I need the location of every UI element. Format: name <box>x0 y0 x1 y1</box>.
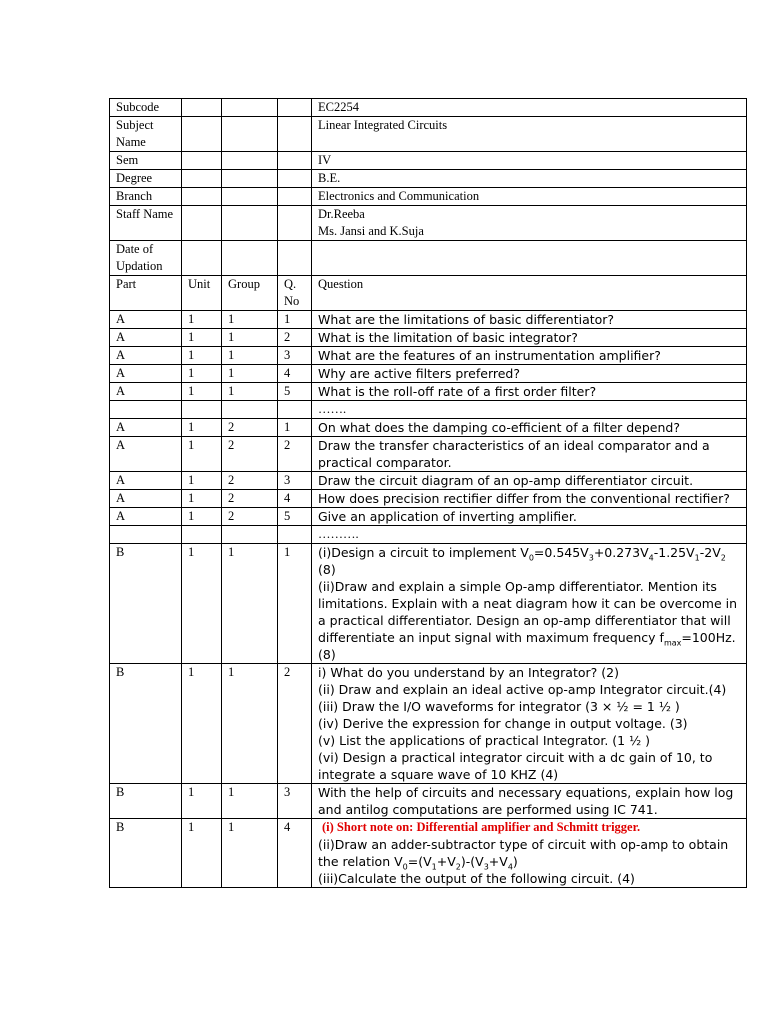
cell-unit: 1 <box>182 329 222 347</box>
cell-unit: 1 <box>182 365 222 383</box>
sub-question: i) What do you understand by an Integrator? (2) <box>318 665 619 680</box>
header-part: Part <box>110 276 182 311</box>
meta-value: EC2254 <box>312 99 747 117</box>
cell-qno: 4 <box>278 365 312 383</box>
spacer-row <box>110 526 747 544</box>
header-unit: Unit <box>182 276 222 311</box>
table-row <box>110 664 747 784</box>
cell-unit: 1 <box>182 472 222 490</box>
cell-unit: 1 <box>182 490 222 508</box>
cell-unit: 1 <box>182 419 222 437</box>
sub-question: (iv) Derive the expression for change in output voltage. (3) <box>318 716 688 731</box>
cell-unit: 1 <box>182 437 222 472</box>
cell-question: What are the features of an instrumentation amplifier? <box>312 347 747 365</box>
question-part-ii: (ii)Draw an adder-subtractor type of circuit with op-amp to obtain the relation $V_0=(V_1+V_2)-(V_3+V_4)$ <box>318 837 729 872</box>
cell-group: 2 <box>222 437 278 472</box>
cell-group: 2 <box>222 472 278 490</box>
cell-part: A <box>110 383 182 401</box>
cell-question: Draw the transfer characteristics of an ideal comparator and a practical comparator. <box>312 437 747 472</box>
meta-row-date <box>110 241 747 276</box>
spacer-row <box>110 401 747 419</box>
cell-part: B <box>110 664 182 784</box>
table-row <box>110 383 747 401</box>
meta-value <box>312 206 747 241</box>
meta-label: Date of Updation <box>110 241 182 276</box>
table-row <box>110 472 747 490</box>
cell-unit: 1 <box>182 784 222 819</box>
header-group: Group <box>222 276 278 311</box>
meta-value <box>312 241 747 276</box>
cell-qno: 4 <box>278 490 312 508</box>
cell-part: B <box>110 544 182 664</box>
table-row <box>110 365 747 383</box>
meta-label: Sem <box>110 152 182 170</box>
question-part-iii: (iii)Calculate the output of the following circuit. (4) <box>318 871 635 886</box>
cell-group: 2 <box>222 419 278 437</box>
cell-group: 1 <box>222 329 278 347</box>
cell-group: 1 <box>222 664 278 784</box>
table-row <box>110 508 747 526</box>
sub-question: (iii) Draw the I/O waveforms for integrator (3 × ½ = 1 ½ ) <box>318 699 680 714</box>
table-row <box>110 311 747 329</box>
cell-qno: 2 <box>278 329 312 347</box>
cell-question <box>312 819 747 888</box>
table-row <box>110 544 747 664</box>
meta-value: B.E. <box>312 170 747 188</box>
staff-line: Dr.Reeba <box>318 207 365 221</box>
sub-question: (v) List the applications of practical Integrator. (1 ½ ) <box>318 733 651 748</box>
cell-unit: 1 <box>182 664 222 784</box>
cell-unit: 1 <box>182 544 222 664</box>
table-row <box>110 419 747 437</box>
cell-group: 1 <box>222 383 278 401</box>
cell-question: On what does the damping co-efficient of a filter depend? <box>312 419 747 437</box>
cell-qno: 3 <box>278 347 312 365</box>
meta-value: IV <box>312 152 747 170</box>
cell-part: A <box>110 437 182 472</box>
cell-question <box>312 664 747 784</box>
cell-group: 1 <box>222 365 278 383</box>
meta-label: Branch <box>110 188 182 206</box>
cell-question <box>312 544 747 664</box>
cell-qno: 5 <box>278 383 312 401</box>
meta-row-subject <box>110 117 747 152</box>
cell-question: With the help of circuits and necessary equations, explain how log and antilog computations are performed using IC 741. <box>312 784 747 819</box>
cell-question: What is the limitation of basic integrator? <box>312 329 747 347</box>
meta-label: Degree <box>110 170 182 188</box>
highlighted-question: (i) Short note on: Differential amplifier and Schmitt trigger. <box>322 820 641 834</box>
cell-part: B <box>110 784 182 819</box>
cell-unit: 1 <box>182 819 222 888</box>
cell-group: 2 <box>222 508 278 526</box>
table-row <box>110 490 747 508</box>
meta-row-subcode <box>110 99 747 117</box>
table-row <box>110 819 747 888</box>
cell-group: 1 <box>222 784 278 819</box>
table-row <box>110 347 747 365</box>
cell-qno: 1 <box>278 544 312 664</box>
cell-group: 1 <box>222 311 278 329</box>
table-row <box>110 784 747 819</box>
question-bank-table <box>109 98 747 888</box>
ellipsis: ………. <box>312 526 747 544</box>
cell-part: A <box>110 365 182 383</box>
meta-value: Linear Integrated Circuits <box>312 117 747 152</box>
header-qno: Q. No <box>278 276 312 311</box>
header-row <box>110 276 747 311</box>
cell-unit: 1 <box>182 311 222 329</box>
cell-qno: 5 <box>278 508 312 526</box>
staff-line: Ms. Jansi and K.Suja <box>318 224 424 238</box>
cell-question: Why are active filters preferred? <box>312 365 747 383</box>
meta-row-staff <box>110 206 747 241</box>
cell-part: A <box>110 490 182 508</box>
cell-part: A <box>110 329 182 347</box>
table-row <box>110 329 747 347</box>
meta-label: Subject Name <box>110 117 182 152</box>
cell-question: What is the roll-off rate of a first order filter? <box>312 383 747 401</box>
meta-label: Staff Name <box>110 206 182 241</box>
cell-unit: 1 <box>182 347 222 365</box>
cell-qno: 2 <box>278 437 312 472</box>
cell-question: Give an application of inverting amplifier. <box>312 508 747 526</box>
cell-group: 1 <box>222 347 278 365</box>
cell-group: 2 <box>222 490 278 508</box>
cell-question: How does precision rectifier differ from the conventional rectifier? <box>312 490 747 508</box>
sub-question: (vi) Design a practical integrator circuit with a dc gain of 10, to integrate a square wave of 10 KHZ (4) <box>318 750 713 782</box>
cell-qno: 1 <box>278 311 312 329</box>
cell-part: A <box>110 508 182 526</box>
cell-question: Draw the circuit diagram of an op-amp differentiator circuit. <box>312 472 747 490</box>
cell-part: A <box>110 419 182 437</box>
header-question: Question <box>312 276 747 311</box>
table-row <box>110 437 747 472</box>
sub-question: (ii) Draw and explain an ideal active op-amp Integrator circuit.(4) <box>318 682 727 697</box>
cell-qno: 3 <box>278 784 312 819</box>
question-part-i: (i)Design a circuit to implement $V_0=0.545V_3+0.273V_4-1.25V_1-2V_2$ (8) <box>318 545 726 577</box>
cell-qno: 1 <box>278 419 312 437</box>
cell-group: 1 <box>222 544 278 664</box>
meta-value: Electronics and Communication <box>312 188 747 206</box>
cell-question: What are the limitations of basic differentiator? <box>312 311 747 329</box>
meta-row-branch <box>110 188 747 206</box>
cell-qno: 3 <box>278 472 312 490</box>
meta-label: Subcode <box>110 99 182 117</box>
cell-qno: 4 <box>278 819 312 888</box>
cell-part: B <box>110 819 182 888</box>
cell-unit: 1 <box>182 383 222 401</box>
cell-part: A <box>110 311 182 329</box>
question-part-ii: (ii)Draw and explain a simple Op-amp differentiator. Mention its limitations. Explain with a neat diagram how it can be overcome in a practical differentiator. Design an op-amp differentiator that will differentiate an input signal with maximum frequency $f_{max}=100Hz$. (8) <box>318 579 738 662</box>
meta-row-sem <box>110 152 747 170</box>
cell-group: 1 <box>222 819 278 888</box>
cell-part: A <box>110 347 182 365</box>
meta-row-degree <box>110 170 747 188</box>
cell-qno: 2 <box>278 664 312 784</box>
cell-part: A <box>110 472 182 490</box>
ellipsis: ……. <box>312 401 747 419</box>
cell-unit: 1 <box>182 508 222 526</box>
